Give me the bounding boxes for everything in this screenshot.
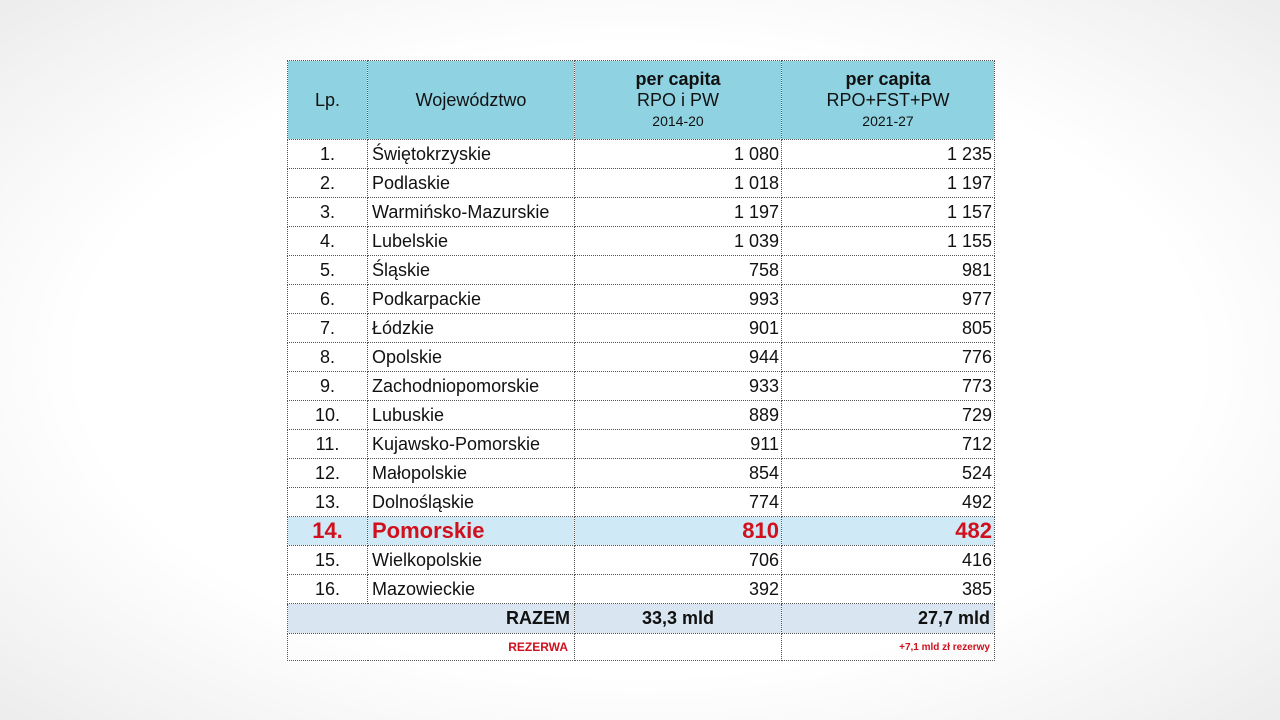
- row-value-2021-27: 805: [782, 314, 995, 343]
- reserve-label: REZERWA: [288, 634, 575, 661]
- table-row: [288, 256, 995, 285]
- row-value-2021-27: 1 197: [782, 169, 995, 198]
- row-value-2021-27: 482: [782, 517, 995, 546]
- funding-table-container: [287, 60, 994, 661]
- table-row: [288, 343, 995, 372]
- header-col1-line1: per capita: [635, 68, 721, 89]
- header-col1-line2: RPO i PW: [636, 89, 719, 110]
- row-lp: 3.: [288, 198, 368, 227]
- row-region-name: Kujawsko-Pomorskie: [368, 430, 575, 459]
- table-row: [288, 459, 995, 488]
- row-lp: 2.: [288, 169, 368, 198]
- header-region: Województwo: [368, 61, 575, 140]
- table-row: [288, 401, 995, 430]
- reserve-row: [288, 634, 995, 661]
- table-row: [288, 198, 995, 227]
- row-region-name: Opolskie: [368, 343, 575, 372]
- row-value-2014-20: 1 039: [575, 227, 782, 256]
- row-value-2014-20: 758: [575, 256, 782, 285]
- row-region-name: Świętokrzyskie: [368, 140, 575, 169]
- row-lp: 10.: [288, 401, 368, 430]
- row-lp: 7.: [288, 314, 368, 343]
- row-region-name: Warmińsko-Mazurskie: [368, 198, 575, 227]
- row-value-2014-20: 944: [575, 343, 782, 372]
- row-value-2014-20: 392: [575, 575, 782, 604]
- row-lp: 1.: [288, 140, 368, 169]
- row-region-name: Pomorskie: [368, 517, 575, 546]
- table-footer: [288, 604, 995, 661]
- row-value-2021-27: 729: [782, 401, 995, 430]
- header-col1-line3: 2014-20: [652, 112, 704, 129]
- table-row: [288, 314, 995, 343]
- row-value-2014-20: 993: [575, 285, 782, 314]
- row-region-name: Podlaskie: [368, 169, 575, 198]
- table-row: [288, 227, 995, 256]
- row-value-2021-27: 977: [782, 285, 995, 314]
- row-value-2014-20: 706: [575, 546, 782, 575]
- row-region-name: Lubelskie: [368, 227, 575, 256]
- table-row: [288, 517, 995, 546]
- row-value-2021-27: 1 157: [782, 198, 995, 227]
- total-row: [288, 604, 995, 634]
- total-label: RAZEM: [288, 604, 575, 634]
- row-region-name: Dolnośląskie: [368, 488, 575, 517]
- row-value-2014-20: 911: [575, 430, 782, 459]
- row-region-name: Wielkopolskie: [368, 546, 575, 575]
- row-value-2014-20: 810: [575, 517, 782, 546]
- table-row: [288, 372, 995, 401]
- row-value-2014-20: 933: [575, 372, 782, 401]
- table-row: [288, 546, 995, 575]
- row-region-name: Lubuskie: [368, 401, 575, 430]
- table-row: [288, 285, 995, 314]
- reserve-empty-cell: [575, 634, 782, 661]
- row-lp: 14.: [288, 517, 368, 546]
- row-lp: 5.: [288, 256, 368, 285]
- table-body: [288, 140, 995, 604]
- row-lp: 15.: [288, 546, 368, 575]
- row-value-2021-27: 385: [782, 575, 995, 604]
- row-region-name: Podkarpackie: [368, 285, 575, 314]
- row-value-2014-20: 1 080: [575, 140, 782, 169]
- total-value-2021-27: 27,7 mld: [782, 604, 995, 634]
- row-value-2014-20: 854: [575, 459, 782, 488]
- row-value-2014-20: 774: [575, 488, 782, 517]
- header-col2-line1: per capita: [845, 68, 931, 89]
- header-col2-line2: RPO+FST+PW: [826, 89, 950, 110]
- row-region-name: Małopolskie: [368, 459, 575, 488]
- funding-table: [287, 60, 995, 661]
- row-lp: 9.: [288, 372, 368, 401]
- table-row: [288, 169, 995, 198]
- row-value-2014-20: 1 197: [575, 198, 782, 227]
- row-value-2021-27: 1 155: [782, 227, 995, 256]
- row-value-2014-20: 889: [575, 401, 782, 430]
- row-value-2014-20: 1 018: [575, 169, 782, 198]
- row-lp: 12.: [288, 459, 368, 488]
- total-value-2014-20: 33,3 mld: [575, 604, 782, 634]
- row-lp: 13.: [288, 488, 368, 517]
- row-lp: 4.: [288, 227, 368, 256]
- table-row: [288, 430, 995, 459]
- row-lp: 6.: [288, 285, 368, 314]
- reserve-note: +7,1 mld zł rezerwy: [782, 634, 995, 661]
- row-region-name: Łódzkie: [368, 314, 575, 343]
- row-value-2021-27: 1 235: [782, 140, 995, 169]
- header-row: [288, 61, 995, 140]
- row-value-2021-27: 776: [782, 343, 995, 372]
- row-lp: 11.: [288, 430, 368, 459]
- header-per-capita-2014-20: [575, 61, 782, 140]
- table-row: [288, 575, 995, 604]
- row-value-2014-20: 901: [575, 314, 782, 343]
- table-row: [288, 488, 995, 517]
- header-per-capita-2021-27: [782, 61, 995, 140]
- row-region-name: Mazowieckie: [368, 575, 575, 604]
- row-value-2021-27: 773: [782, 372, 995, 401]
- row-value-2021-27: 712: [782, 430, 995, 459]
- header-col2-line3: 2021-27: [862, 112, 914, 129]
- row-lp: 16.: [288, 575, 368, 604]
- table-header: [288, 61, 995, 140]
- row-value-2021-27: 492: [782, 488, 995, 517]
- row-value-2021-27: 981: [782, 256, 995, 285]
- row-lp: 8.: [288, 343, 368, 372]
- row-region-name: Śląskie: [368, 256, 575, 285]
- row-value-2021-27: 416: [782, 546, 995, 575]
- row-value-2021-27: 524: [782, 459, 995, 488]
- header-lp: Lp.: [288, 61, 368, 140]
- row-region-name: Zachodniopomorskie: [368, 372, 575, 401]
- table-row: [288, 140, 995, 169]
